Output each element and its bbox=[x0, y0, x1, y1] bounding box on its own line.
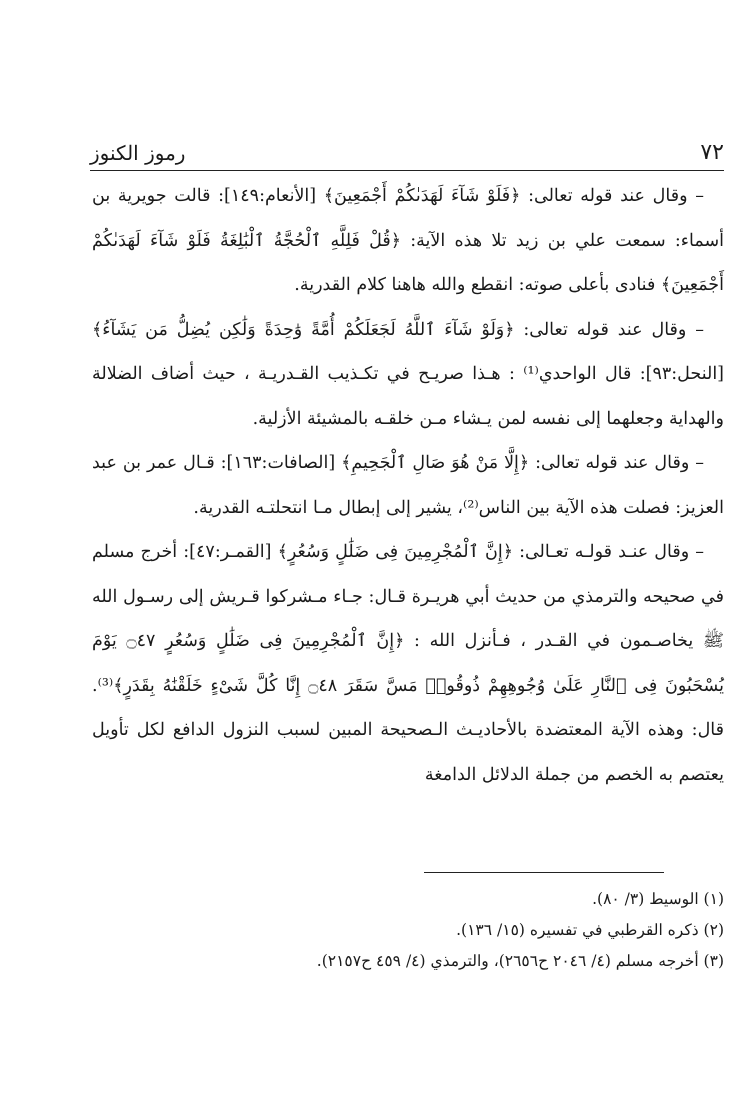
page-header bbox=[90, 136, 724, 171]
footnote-2: (٢) ذكره القرطبي في تفسيره (١٥/ ١٣٦). bbox=[456, 921, 724, 939]
running-title: رموز الكنوز bbox=[90, 141, 186, 165]
body-text bbox=[92, 174, 724, 797]
footnote-3: (٣) أخرجه مسلم (٤/ ٢٠٤٦ ح٢٦٥٦)، والترمذي (٤/ ٤٥٩ ح٢١٥٧). bbox=[316, 952, 724, 970]
footnotes bbox=[92, 884, 724, 977]
paragraph-anam: – وقال عند قوله تعالى: ﴿فَلَوْ شَآءَ لَهَدَىٰكُمْ أَجْمَعِينَ﴾ [الأنعام:١٤٩]: قالت جويرية بن أسماء: سمعت علي بن زيد تلا هذه الآية: ﴿قُلْ فَلِلَّهِ ٱلْحُجَّةُ ٱلْبَٰلِغَةُ فَلَوْ شَآءَ لَهَدَىٰكُمْ أَجْمَعِينَ﴾ فنادى بأعلى صوته: انقطع والله هاهنا كلام القدرية. bbox=[92, 186, 724, 295]
footnote-1: (١) الوسيط (٣/ ٨٠). bbox=[592, 890, 724, 908]
footnote-divider bbox=[424, 872, 664, 873]
paragraph-saffat: – وقال عند قوله تعالى: ﴿إِلَّا مَنْ هُوَ صَالِ ٱلْجَحِيمِ﴾ [الصافات:١٦٣]: قـال عمر بن عبد العزيز: فصلت هذه الآية بين الناس⁽²⁾، يشير إلى إبطال مـا انتحلتـه القدرية. bbox=[92, 453, 724, 518]
page-number: ٧٢ bbox=[700, 140, 724, 165]
paragraph-nahl: – وقال عند قوله تعالى: ﴿وَلَوْ شَآءَ ٱللَّهُ لَجَعَلَكُمْ أُمَّةً وَٰحِدَةً وَلَٰكِن يُضِلُّ مَن يَشَآءُ﴾ [النحل:٩٣]: قال الواحدي⁽¹⁾ : هـذا صريـح في تكـذيب القـدريـة ، حيث أضاف الضلالة والهداية وجعلهما إلى نفسه لمن يـشاء مـن خلقـه بالمشيئة الأزلية. bbox=[92, 319, 725, 429]
paragraph-qamar: – وقال عنـد قولـه تعـالى: ﴿إِنَّ ٱلْمُجْرِمِينَ فِى ضَلَٰلٍ وَسُعُرٍ﴾ [القمـر:٤٧]: أخرج مسلم في صحيحه والترمذي من حديث أبي هريـرة قـال: جـاء مـشركوا قـريش إلى رسـول الله ﷺ يخاصـمون في القـدر ، فـأنزل الله : ﴿إِنَّ ٱلْمُجْرِمِينَ فِى ضَلَٰلٍ وَسُعُرٍ ۝٤٧ يَوْمَ يُسْحَبُونَ فِى ٱلنَّارِ عَلَىٰ وُجُوهِهِمْ ذُوقُوا۟ مَسَّ سَقَرَ ۝٤٨ إِنَّا كُلَّ شَىْءٍ خَلَقْنَٰهُ بِقَدَرٍ﴾⁽³⁾. قال: وهذه الآية المعتضدة بالأحاديـث الـصحيحة المبين لسبب النزول الدافع لكل تأويل يعتصم به الخصم من جملة الدلائل الدامغة bbox=[92, 542, 724, 785]
